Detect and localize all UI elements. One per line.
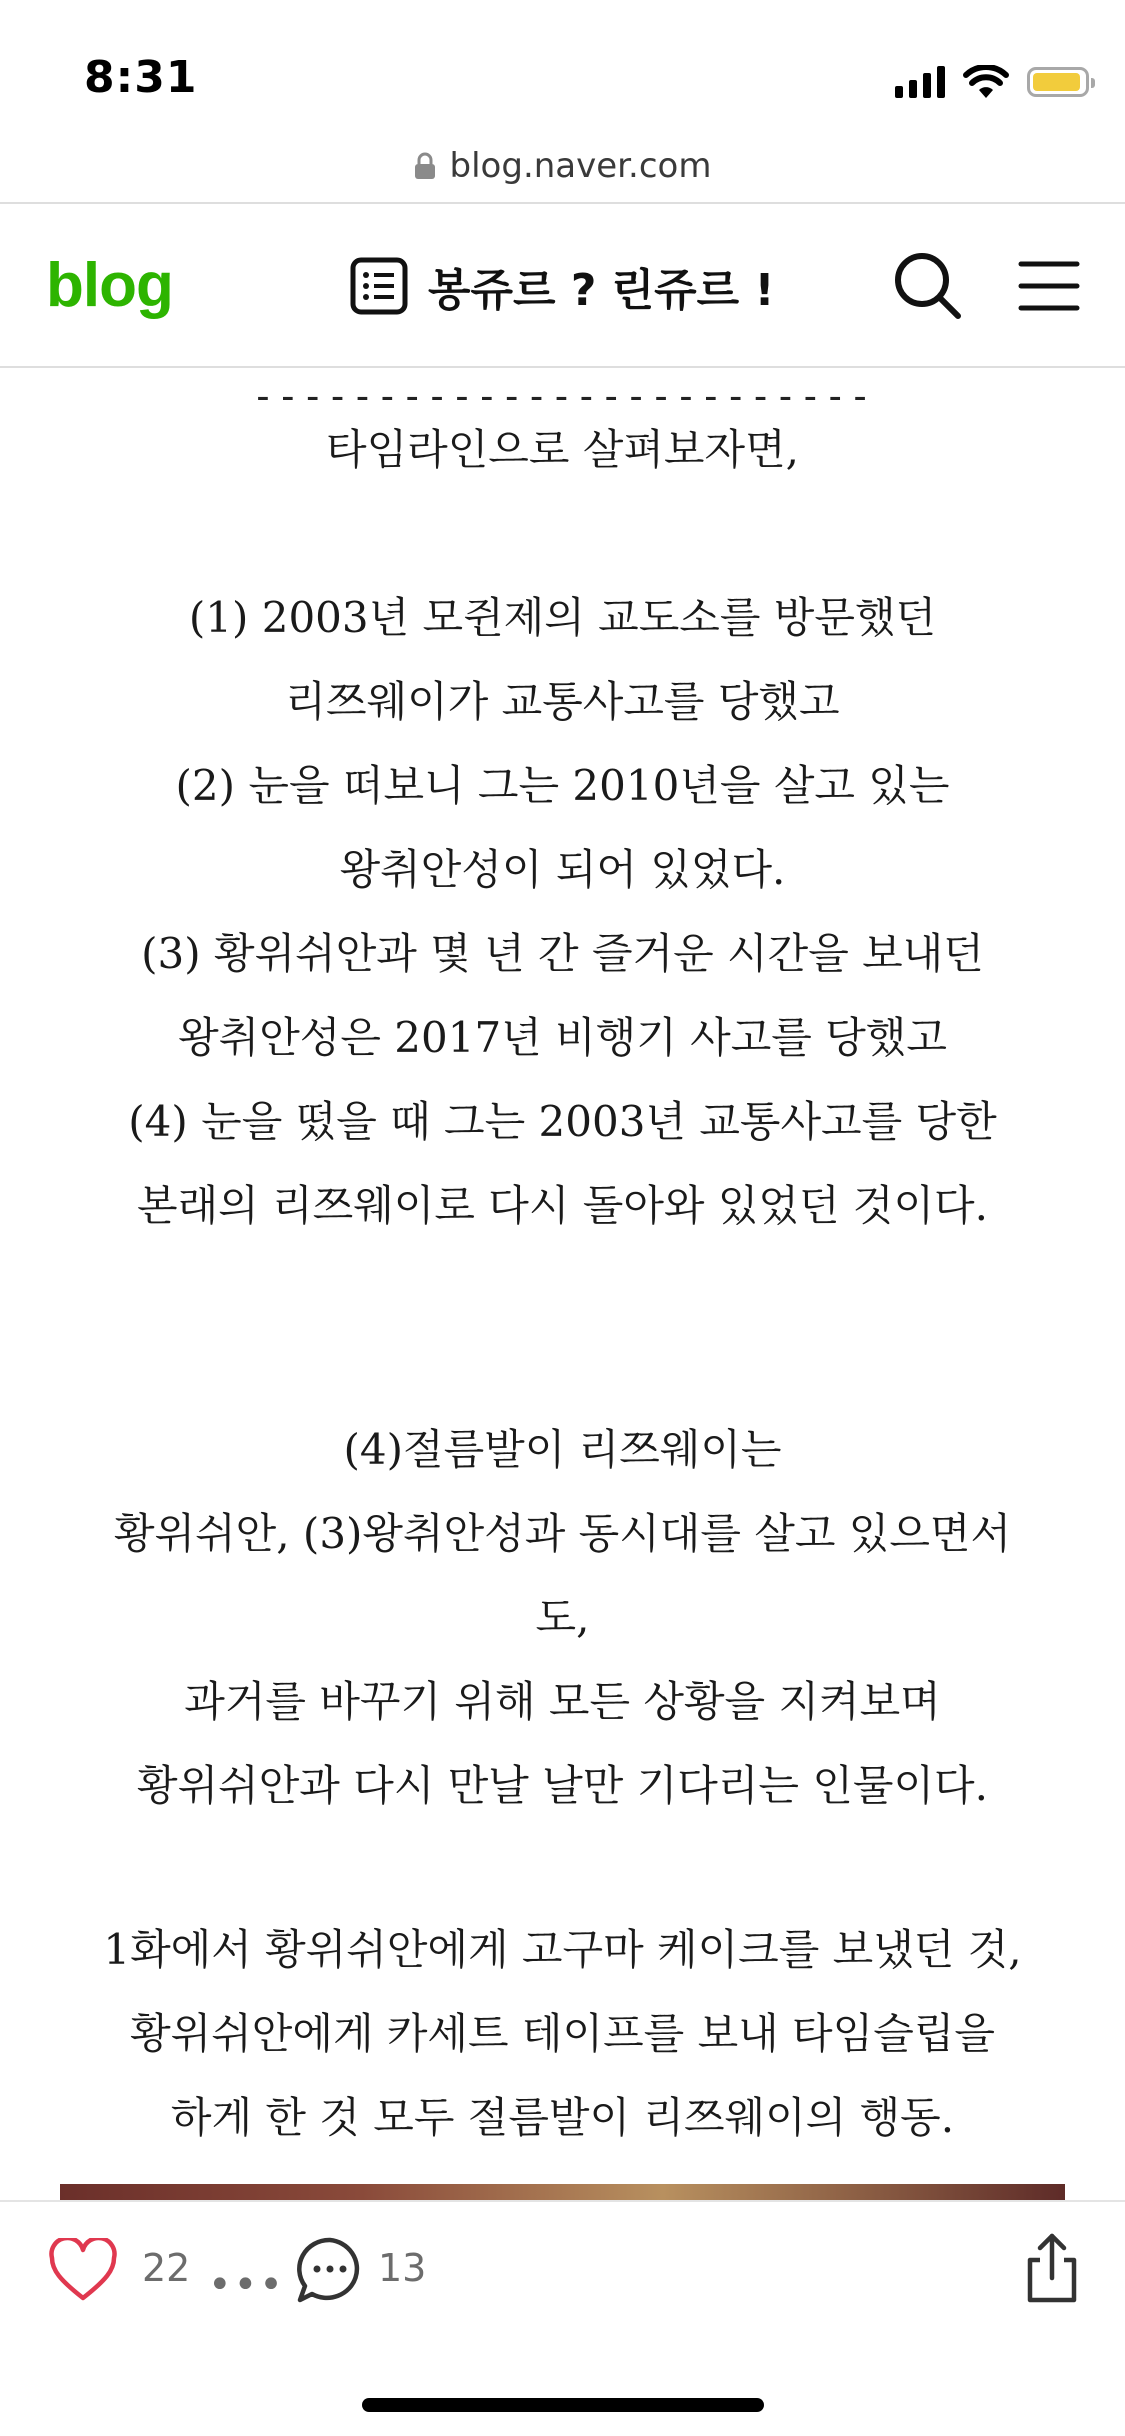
- url-bar[interactable]: [0, 130, 1125, 202]
- article-image: [60, 2184, 1065, 2200]
- home-indicator[interactable]: [362, 2398, 764, 2412]
- paragraph-summary: [60, 1908, 1065, 2160]
- text-line: 도,: [535, 1593, 590, 1642]
- text-line: 과거를 바꾸기 위해 모든 상황을 지켜보며: [184, 1677, 941, 1726]
- comment-count: 13: [378, 2246, 427, 2290]
- lock-icon: [414, 152, 436, 180]
- text-line: (2) 눈을 떠보니 그는 2010년을 살고 있는: [175, 761, 950, 810]
- text-line: 리쯔웨이가 교통사고를 당했고: [285, 677, 840, 726]
- text-line: 타임라인으로 살펴보자면,: [326, 425, 799, 474]
- cellular-signal-icon: [895, 66, 945, 98]
- heart-icon[interactable]: [48, 2238, 118, 2302]
- article-content: [0, 368, 1125, 2200]
- text-line: (4)절름발이 리쯔웨이는: [343, 1425, 782, 1474]
- paragraph-intro: [60, 408, 1065, 492]
- text-line: 황위쉬안과 다시 만날 날만 기다리는 인물이다.: [137, 1761, 988, 1810]
- text-line: (3) 황위쉬안과 몇 년 간 즐거운 시간을 보내던: [141, 929, 984, 978]
- menu-icon[interactable]: [1018, 256, 1080, 316]
- text-line: 황위쉬안에게 카세트 테이프를 보내 타임슬립을: [130, 2009, 995, 2058]
- blog-title: 봉쥬르 ? 린쥬르 !: [428, 265, 775, 316]
- paragraph-character: [60, 1408, 1065, 1828]
- text-line: 본래의 리쯔웨이로 다시 돌아와 있었던 것이다.: [137, 1181, 988, 1230]
- text-line: 황위쉬안, (3)왕취안성과 동시대를 살고 있으면서: [113, 1509, 1012, 1558]
- wifi-icon: [963, 65, 1009, 99]
- text-line: 왕취안성은 2017년 비행기 사고를 당했고: [178, 1013, 947, 1062]
- search-icon[interactable]: [890, 248, 964, 322]
- battery-icon: [1027, 67, 1089, 97]
- text-line: 1화에서 황위쉬안에게 고구마 케이크를 보냈던 것,: [103, 1925, 1022, 1974]
- text-line: 하게 한 것 모두 절름발이 리쯔웨이의 행동.: [170, 2093, 955, 2142]
- more-options-button[interactable]: •••: [208, 2262, 285, 2308]
- blog-header: [0, 202, 1125, 368]
- status-icons: [895, 60, 1089, 104]
- like-count: 22: [142, 2246, 191, 2290]
- text-line: (4) 눈을 떴을 때 그는 2003년 교통사고를 당한: [128, 1097, 997, 1146]
- bottom-toolbar: [0, 2200, 1125, 2436]
- status-time: 8:31: [84, 52, 198, 103]
- post-list-icon: [350, 257, 408, 315]
- blog-title-link[interactable]: [350, 254, 775, 318]
- status-bar: [0, 0, 1125, 130]
- text-line: 왕취안성이 되어 있었다.: [339, 845, 786, 894]
- blog-logo[interactable]: blog: [46, 251, 173, 320]
- text-divider: -------------------------: [251, 374, 874, 418]
- paragraph-timeline: [60, 576, 1065, 1248]
- url-text: blog.naver.com: [449, 146, 712, 186]
- text-line: (1) 2003년 모쥔제의 교도소를 방문했던: [188, 593, 937, 642]
- comment-icon[interactable]: [296, 2236, 364, 2304]
- share-icon[interactable]: [1022, 2232, 1082, 2304]
